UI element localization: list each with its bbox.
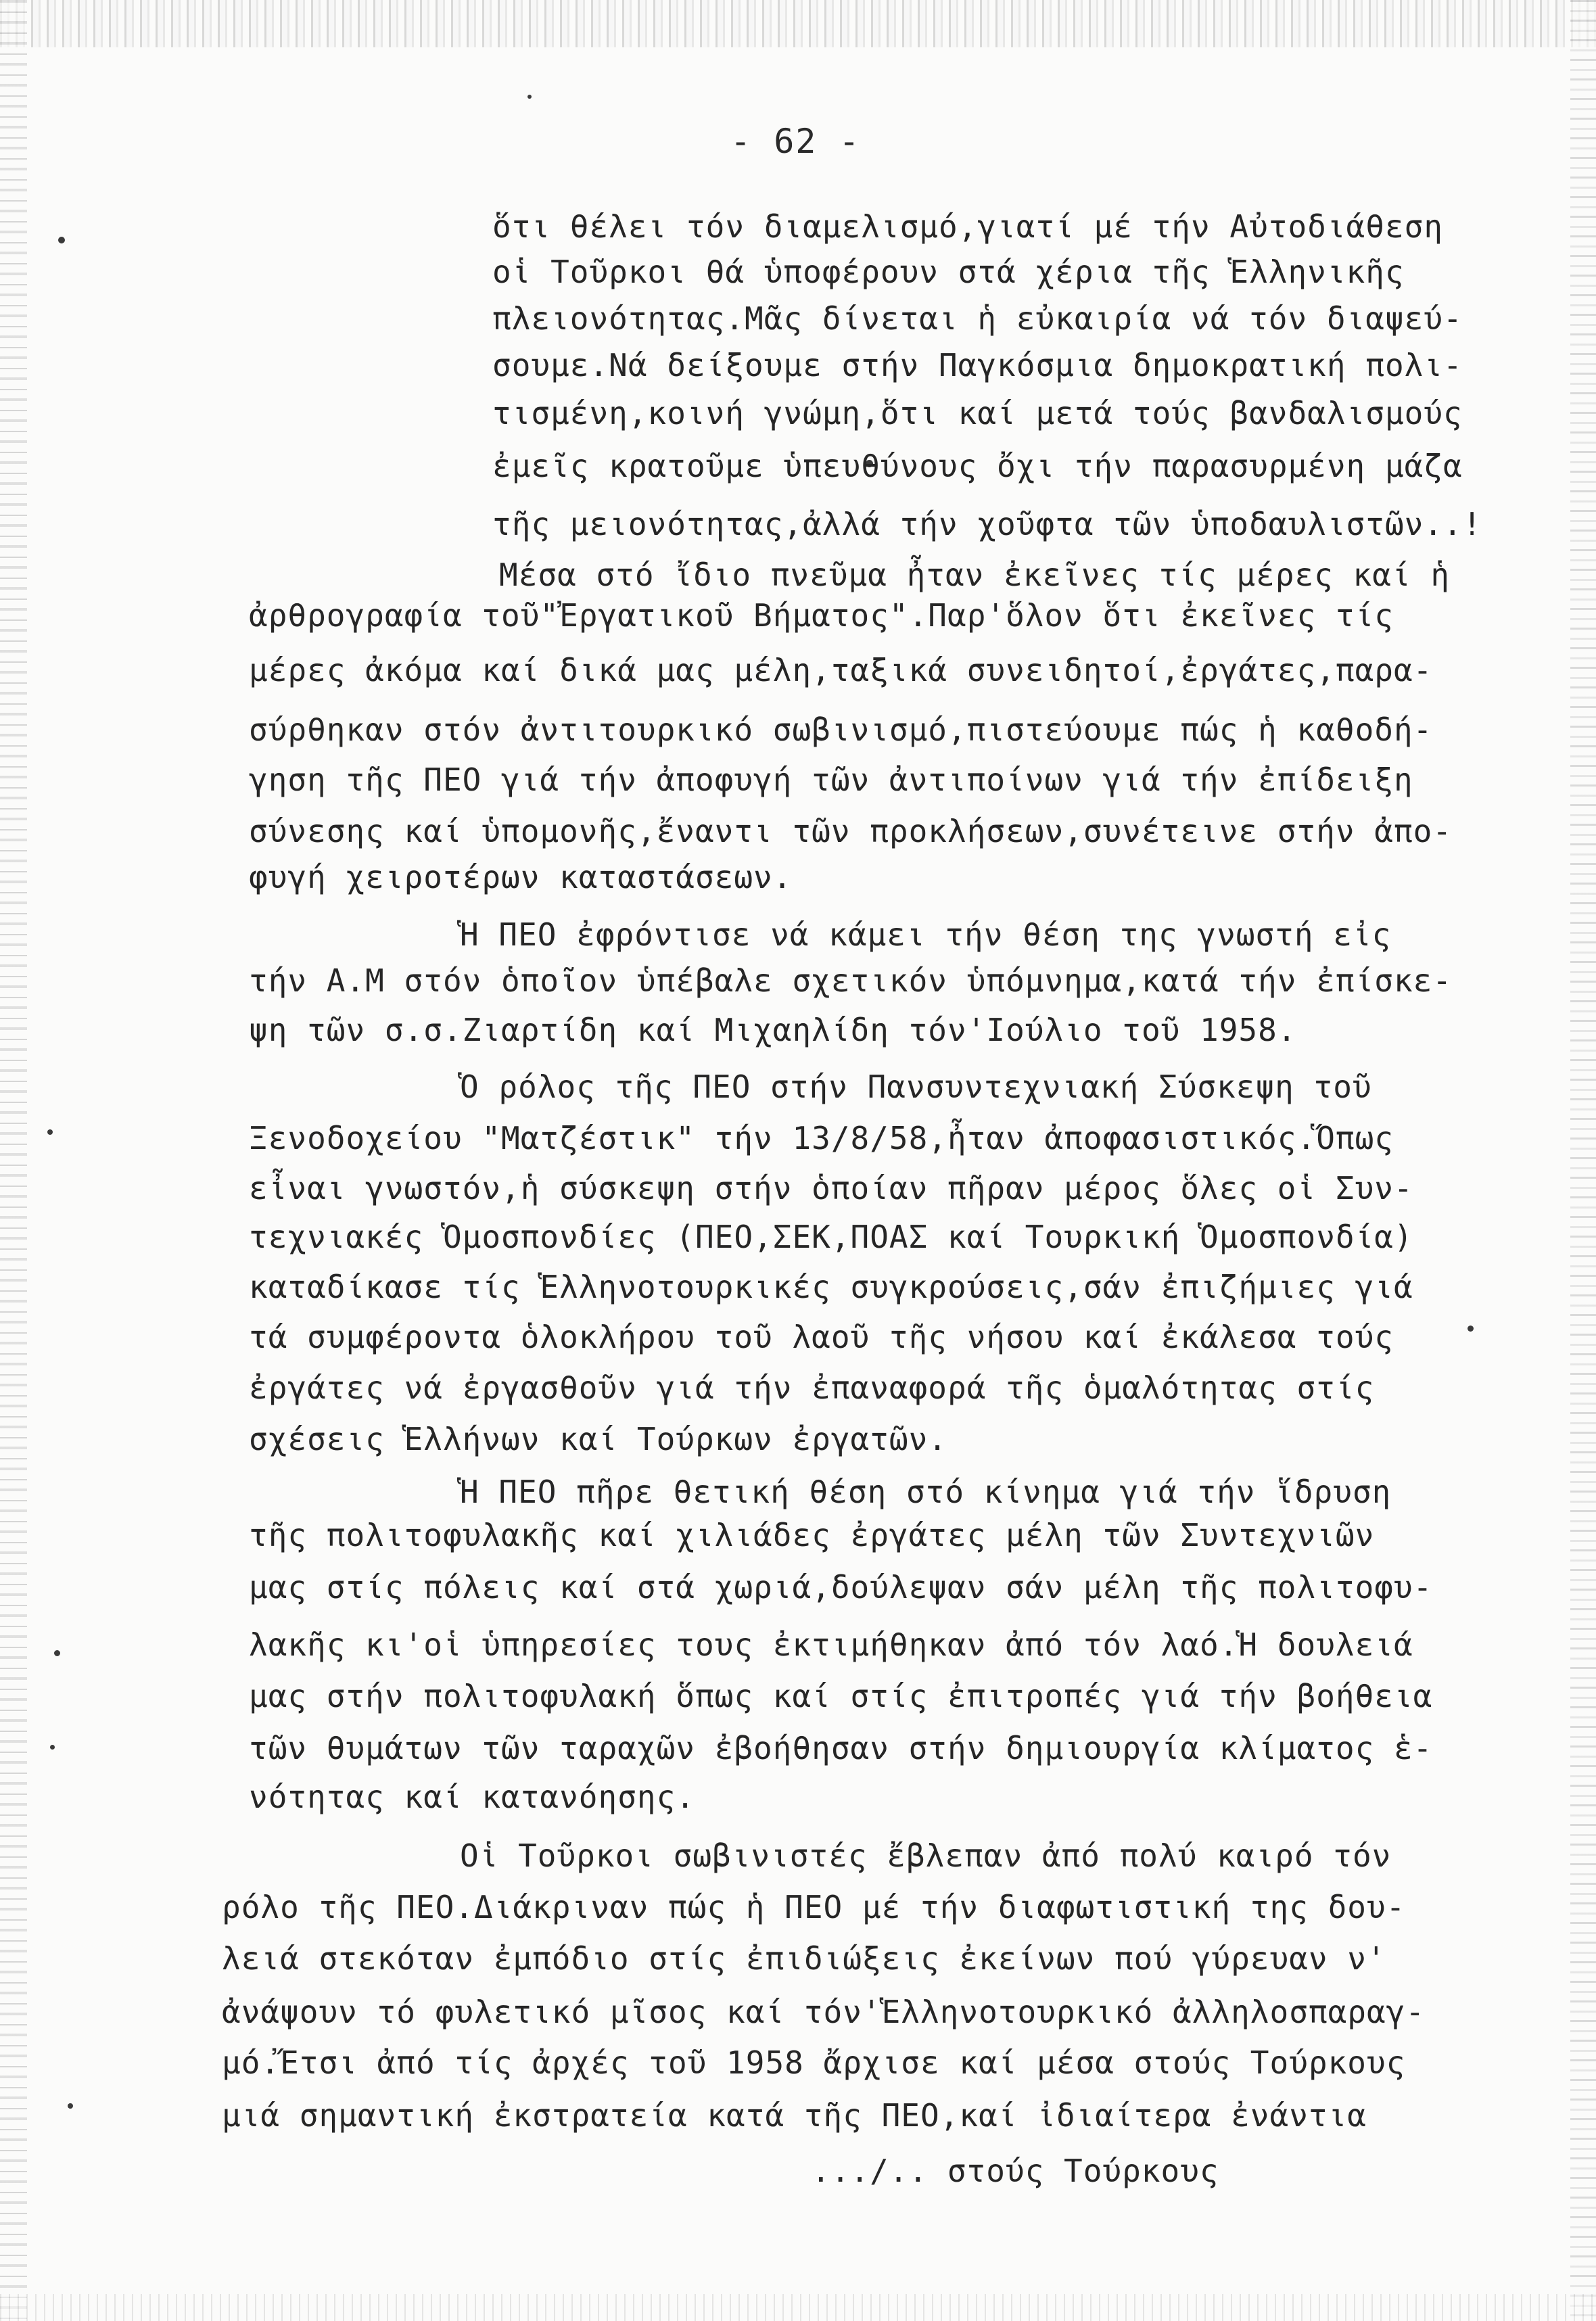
page-number: - 62 - bbox=[730, 122, 861, 161]
text-line: ἀρθρογραφία τοῦ"Ἐργατικοῦ Βήματος".Παρ'ὅλον ὅτι ἐκεῖνες τίς bbox=[249, 597, 1394, 634]
text-line: πλειονότητας.Μᾶς δίνεται ἡ εὐκαιρία νά τόν διαψεύ- bbox=[492, 300, 1463, 337]
text-line: ὅτι θέλει τόν διαμελισμό,γιατί μέ τήν Αὐτοδιάθεση bbox=[492, 208, 1444, 245]
text-line: Μέσα στό ἴδιο πνεῦμα ἦταν ἐκεῖνες τίς μέρες καί ἡ bbox=[499, 557, 1451, 593]
text-line: τισμένη,κοινή γνώμη,ὅτι καί μετά τούς βανδαλισμούς bbox=[492, 395, 1463, 431]
text-line: τεχνιακές Ὁμοσπονδίες (ΠΕΟ,ΣΕΚ,ΠΟΑΣ καί Τουρκική Ὁμοσπονδία) bbox=[249, 1219, 1413, 1255]
text-line: Ἡ ΠΕΟ πῆρε θετική θέση στό κίνημα γιά τήν ἵδρυση bbox=[460, 1474, 1392, 1510]
text-line: νότητας καί κατανόησης. bbox=[249, 1779, 695, 1815]
text-line: λακῆς κι'οἱ ὑπηρεσίες τους ἐκτιμήθηκαν ἀπό τόν λαό.Ἡ δουλειά bbox=[249, 1626, 1413, 1663]
text-line: ἐργάτες νά ἐργασθοῦν γιά τήν ἐπαναφορά τῆς ὁμαλότητας στίς bbox=[249, 1369, 1375, 1406]
text-line: μας στήν πολιτοφυλακή ὅπως καί στίς ἐπιτροπές γιά τήν βοήθεια bbox=[249, 1678, 1433, 1714]
scan-edge-top bbox=[0, 0, 1596, 47]
text-line: ἀνάψουν τό φυλετικό μῖσος καί τόν'Ἑλληνοτουρκικό ἀλληλοσπαραγ- bbox=[222, 1994, 1426, 2030]
scan-speck bbox=[527, 95, 532, 99]
text-line: μέρες ἀκόμα καί δικά μας μέλη,ταξικά συνειδητοί,ἐργάτες,παρα- bbox=[249, 652, 1433, 688]
text-line: .../.. στούς Τούρκους bbox=[812, 2153, 1219, 2189]
text-line: τῶν θυμάτων τῶν ταραχῶν ἐβοήθησαν στήν δημιουργία κλίματος ἑ- bbox=[249, 1730, 1433, 1766]
text-line: σύνεσης καί ὑπομονῆς,ἔναντι τῶν προκλήσεων,συνέτεινε στήν ἀπο- bbox=[249, 813, 1453, 849]
scan-edge-left bbox=[0, 0, 27, 2321]
text-line: Οἱ Τοῦρκοι σωβινιστές ἔβλεπαν ἀπό πολύ καιρό τόν bbox=[460, 1837, 1392, 1874]
text-line: οἱ Τοῦρκοι θά ὑποφέρουν στά χέρια τῆς Ἑλληνικῆς bbox=[492, 254, 1405, 290]
text-line: τῆς πολιτοφυλακῆς καί χιλιάδες ἐργάτες μέλη τῶν Συντεχνιῶν bbox=[249, 1517, 1375, 1553]
text-line: μιά σημαντική ἐκστρατεία κατά τῆς ΠΕΟ,καί ἰδιαίτερα ἐνάντια bbox=[222, 2097, 1367, 2134]
text-line: ψη τῶν σ.σ.Ζιαρτίδη καί Μιχαηλίδη τόν'Ιούλιο τοῦ 1958. bbox=[249, 1012, 1297, 1048]
text-line: σχέσεις Ἑλλήνων καί Τούρκων ἐργατῶν. bbox=[249, 1421, 947, 1457]
text-line: σουμε.Νά δείξουμε στήν Παγκόσμια δημοκρατική πολι- bbox=[492, 347, 1463, 383]
text-line: ρόλο τῆς ΠΕΟ.Διάκριναν πώς ἡ ΠΕΟ μέ τήν διαφωτιστική της δου- bbox=[222, 1889, 1406, 1925]
text-line: Ὁ ρόλος τῆς ΠΕΟ στήν Πανσυντεχνιακή Σύσκεψη τοῦ bbox=[460, 1069, 1372, 1105]
text-line: φυγή χειροτέρων καταστάσεων. bbox=[249, 859, 793, 895]
text-line: Ξενοδοχείου "Ματζέστικ" τήν 13/8/58,ἦταν ἀποφασιστικός.Ὅπως bbox=[249, 1120, 1394, 1156]
scan-speck bbox=[50, 1745, 55, 1750]
text-line: τά συμφέροντα ὁλοκλήρου τοῦ λαοῦ τῆς νήσου καί ἐκάλεσα τούς bbox=[249, 1319, 1394, 1355]
text-line: καταδίκασε τίς Ἑλληνοτουρκικές συγκρούσεις,σάν ἐπιζήμιες γιά bbox=[249, 1269, 1413, 1305]
text-line: γηση τῆς ΠΕΟ γιά τήν ἀποφυγή τῶν ἀντιποίνων γιά τήν ἐπίδειξη bbox=[249, 761, 1413, 798]
scan-edge-bottom bbox=[0, 2294, 1596, 2321]
text-line: Ἡ ΠΕΟ ἐφρόντισε νά κάμει τήν θέση της γνωστή εἰς bbox=[460, 916, 1392, 953]
scan-speck bbox=[1468, 1326, 1474, 1332]
scan-speck bbox=[58, 237, 65, 243]
scan-speck bbox=[47, 1129, 53, 1135]
text-line: εἶναι γνωστόν,ἡ σύσκεψη στήν ὁποίαν πῆραν μέρος ὅλες οἱ Συν- bbox=[249, 1170, 1413, 1206]
scan-edge-right bbox=[1570, 0, 1596, 2321]
text-line: τῆς μειονότητας,ἀλλά τήν χοῦφτα τῶν ὑποδαυλιστῶν..! bbox=[492, 506, 1482, 542]
text-line: σύρθηκαν στόν ἀντιτουρκικό σωβινισμό,πιστεύουμε πώς ἡ καθοδή- bbox=[249, 711, 1433, 748]
scan-speck bbox=[68, 2103, 73, 2109]
scan-speck bbox=[54, 1650, 60, 1656]
text-line: μό.Ἔτσι ἀπό τίς ἀρχές τοῦ 1958 ἄρχισε καί μέσα στούς Τούρκους bbox=[222, 2044, 1406, 2081]
text-line: τήν Α.Μ στόν ὁποῖον ὑπέβαλε σχετικόν ὑπόμνημα,κατά τήν ἐπίσκε- bbox=[249, 962, 1453, 999]
text-line: ἐμεῖς κρατοῦμε ὑπευθύνους ὄχι τήν παρασυρμένη μάζα bbox=[492, 448, 1463, 484]
text-line: μας στίς πόλεις καί στά χωριά,δούλεψαν σάν μέλη τῆς πολιτοφυ- bbox=[249, 1569, 1433, 1605]
text-line: λειά στεκόταν ἐμπόδιο στίς ἐπιδιώξεις ἐκείνων πού γύρευαν ν' bbox=[222, 1940, 1386, 1977]
